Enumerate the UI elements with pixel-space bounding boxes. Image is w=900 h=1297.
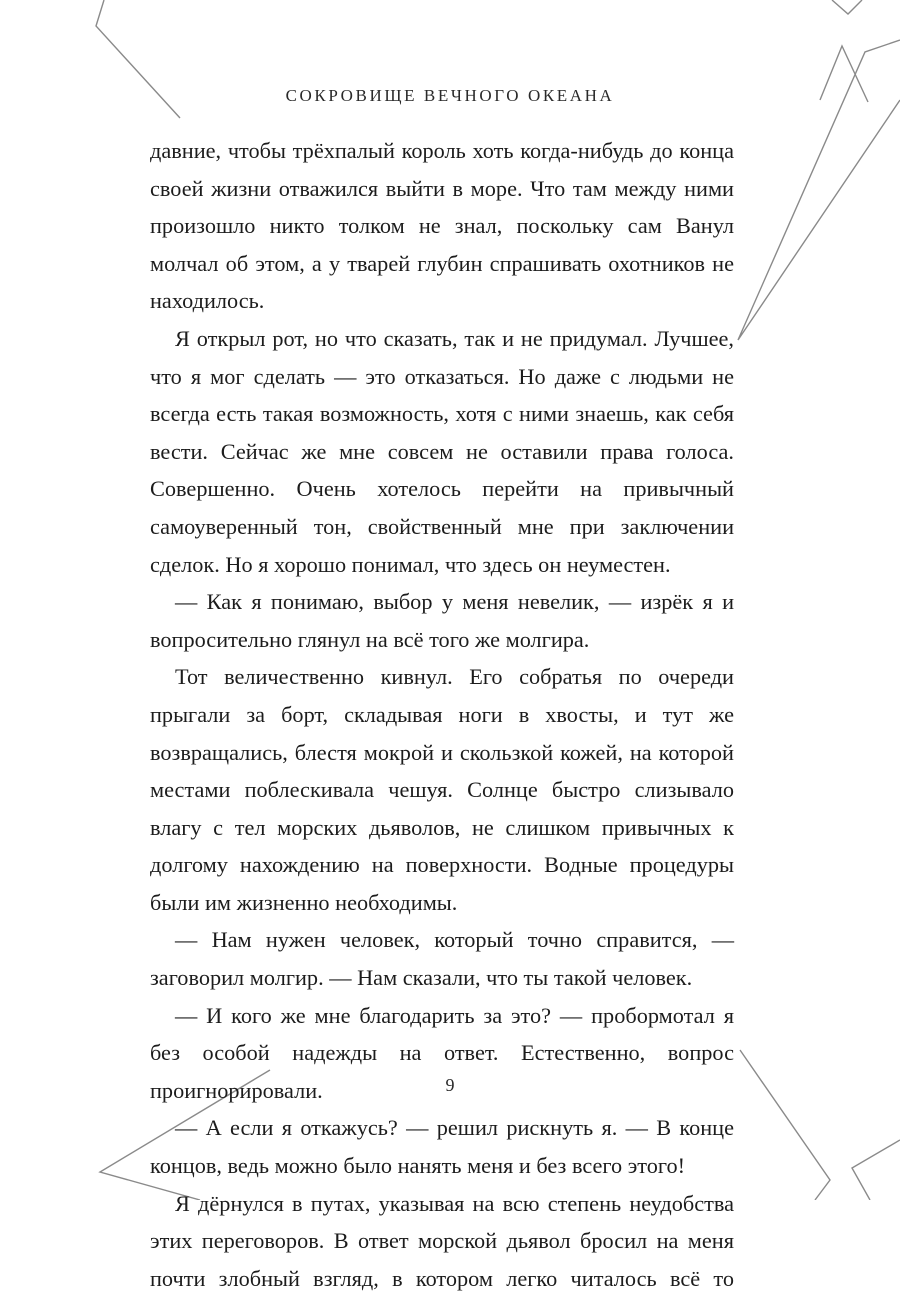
dialogue-paragraph: — А если я откажусь? — решил рискнуть я. — В конце концов, ведь можно было нанять меня и без всего этого! [150,1115,734,1179]
paragraph: Я дёрнулся в путах, указывая на всю степень неудобства этих переговоров. В ответ морской дьявол бросил на меня почти злобный взгляд, в котором легко читалось всё то [150,1190,734,1291]
running-title: СОКРОВИЩЕ ВЕЧНОГО ОКЕАНА [285,86,615,105]
bottom-right-chevron [740,1050,830,1200]
right-triangle-outer [738,40,900,340]
dialogue-paragraph: — И кого же мне благодарить за это? — пробормотал я без особой надежды на ответ. Естественно, вопрос проигнорировали. [150,1002,734,1103]
body-text [150,132,734,1297]
paragraph: Тот величественно кивнул. Его собратья по очереди прыгали за борт, складывая ноги в хвосты, и тут же возвращались, блестя мокрой и скользкой кожей, на которой местами поблескивала чешуя. Солнце быстро слизывало влагу с тел морских дьяволов, не слишком привычных к долгому нахождению на поверхности. Водные процедуры были им жизненно необходимы. [150,664,734,915]
paragraph-continued: давние, чтобы трёхпалый король хоть когда-нибудь до конца своей жизни отважился выйти в море. Что там между ними произошло никто толком не знал, поскольку сам Ванул молчал об этом, а у тварей глубин спрашивать охотников не находилось. [150,138,734,314]
bottom-right-corner-mark [852,1140,900,1200]
top-right-peak [832,0,862,14]
paragraph: Я открыл рот, но что сказать, так и не придумал. Лучшее, что я мог сделать — это отказаться. Но даже с людьми не всегда есть такая возможность, хотя с ними знаешь, как себя вести. Сейчас же мне совсем не оставили права голоса. Совершенно. Очень хотелось перейти на привычный самоуверенный тон, свойственный мне при заключении сделок. Но я хорошо понимал, что здесь он неуместен. [150,325,734,577]
dialogue-paragraph: — Нам нужен человек, который точно справится, — заговорил молгир. — Нам сказали, что ты такой человек. [150,927,734,991]
page-number: 9 [445,1075,455,1095]
dialogue-paragraph: — Как я понимаю, выбор у меня невелик, — изрёк я и вопросительно глянул на всё того же молгира. [150,589,734,652]
